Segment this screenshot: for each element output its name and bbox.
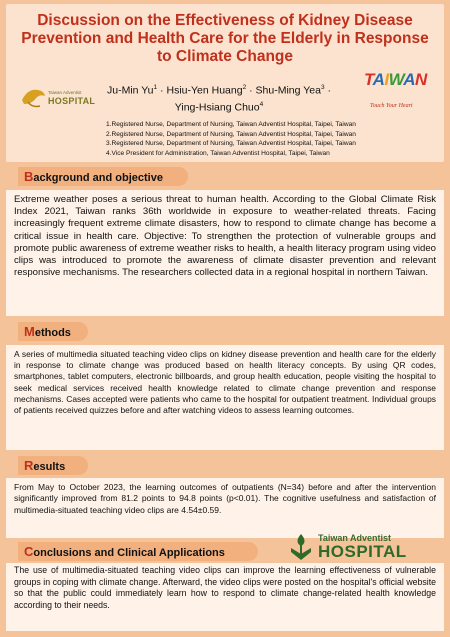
taiwan-logo-letter: T [364, 70, 373, 89]
section-body-methods: A series of multimedia situated teaching video clips on kidney disease prevention and health care for the elderly in response to climate change was produced based on health literacy concepts. By using QR codes, smartphones, tablet computers, electronic billboards, and group health education, people visiting the hospital to seek medical services received health knowledge related to climate change prevention and response mechanisms. Cases accepted were patients who came to the hospital for outpatient treatment. Individual groups of patients received quizzes before and after watching videos to assess learning outcomes. [6, 345, 444, 450]
author-separator: · [246, 84, 256, 97]
taiwan-logo-word [364, 70, 427, 90]
author-list [94, 81, 344, 114]
affiliation-item: 3.Registered Nurse, Department of Nursing, Taiwan Adventist Hospital, Taipei, Taiwan [106, 140, 356, 148]
heading-rest: onclusions and Clinical Applications [33, 547, 225, 559]
affiliation-list [106, 120, 446, 158]
author-superscript: 2 [242, 84, 247, 91]
author-superscript: 3 [320, 84, 325, 91]
taiwan-logo-tagline: Touch Your Heart [370, 103, 413, 109]
section-heading-background [18, 167, 188, 186]
author-superscript: 4 [259, 100, 264, 108]
taiwan-logo-letter: N [415, 70, 427, 89]
author-name: Ying-Hsiang Chuo [174, 101, 260, 113]
taiwan-logo-letter: A [372, 70, 385, 89]
taiwan-logo-letter: A [403, 70, 416, 89]
footer-logo-line2: HOSPITAL [318, 542, 407, 561]
heading-rest: ethods [34, 327, 71, 339]
sda-emblem-icon [288, 532, 314, 562]
poster-header [6, 4, 444, 162]
heading-initial: C [24, 544, 34, 559]
taiwan-logo-letter: I [384, 70, 389, 89]
author-name: Shu-Ming Yea [255, 84, 321, 97]
footer-hospital-logo [288, 532, 438, 564]
heading-initial: M [24, 324, 35, 339]
taiwan-logo-letter: W [388, 70, 404, 89]
author-separator: · [157, 84, 167, 97]
poster-title: Discussion on the Effectiveness of Kidney Disease Prevention and Health Care for the Elderly in Response to Climate Change [21, 12, 429, 65]
author-name: Ju-Min Yu [107, 84, 154, 97]
section-heading-methods [18, 322, 88, 341]
hospital-logo-big: HOSPITAL [48, 96, 96, 106]
affiliation-item: 4.Vice President for Administration, Taiwan Adventist Hospital, Taipei, Taiwan [106, 149, 330, 157]
author-superscript: 1 [153, 84, 158, 91]
heading-rest: ackground and objective [33, 172, 163, 184]
author-name: Hsiu-Yen Huang [166, 84, 243, 97]
author-separator: · [324, 84, 331, 97]
taiwan-tourism-logo [360, 70, 438, 116]
affiliation-item: 2.Registered Nurse, Department of Nursing, Taiwan Adventist Hospital, Taipei, Taiwan [106, 130, 356, 138]
footer-logo-line1: Taiwan Adventist [318, 533, 392, 543]
hospital-logo [18, 82, 98, 118]
section-heading-conclusions [18, 542, 258, 561]
section-heading-results [18, 456, 88, 475]
section-body-results: From May to October 2023, the learning outcomes of outpatients (N=34) before and after the intervention significantly improved from 81.2 points to 94.8 points (p<0.01). The cognitive usefulness and satisfaction of multimedia-situated teaching video clips are 4.54±0.59. [6, 478, 444, 538]
hospital-logo-small: Taiwan Adventist [48, 90, 82, 95]
dove-icon [18, 82, 48, 112]
affiliation-item: 1.Registered Nurse, Department of Nursing, Taiwan Adventist Hospital, Taipei, Taiwan [106, 121, 356, 128]
heading-initial: R [24, 458, 34, 473]
heading-rest: esults [33, 461, 66, 473]
section-body-conclusions: The use of multimedia-situated teaching video clips can improve the learning effectiveness of vulnerable groups in coping with climate change. Afterward, the video clips were posted on the hospital's official website so that the public could immediately learn how to respond to climate change-related health knowledge according to their needs. [6, 563, 444, 631]
section-body-background: Extreme weather poses a serious threat to human health. According to the Global Climate Risk Index 2021, Taiwan ranks 36th worldwide in exposure to weather-related threats. Facing increasingly frequent extreme climate disasters, how to respond to climate change has become a critical issue in health care. Objective: To strengthen the protection of vulnerable groups and promote public awareness of extreme weather risks to health, a health literacy program using video clips was introduced to promote the awareness of climate disaster prevention and relevant responsive mechanisms. The researchers collected data in a regional hospital in northern Taiwan. [6, 190, 444, 316]
heading-initial: B [24, 169, 34, 184]
